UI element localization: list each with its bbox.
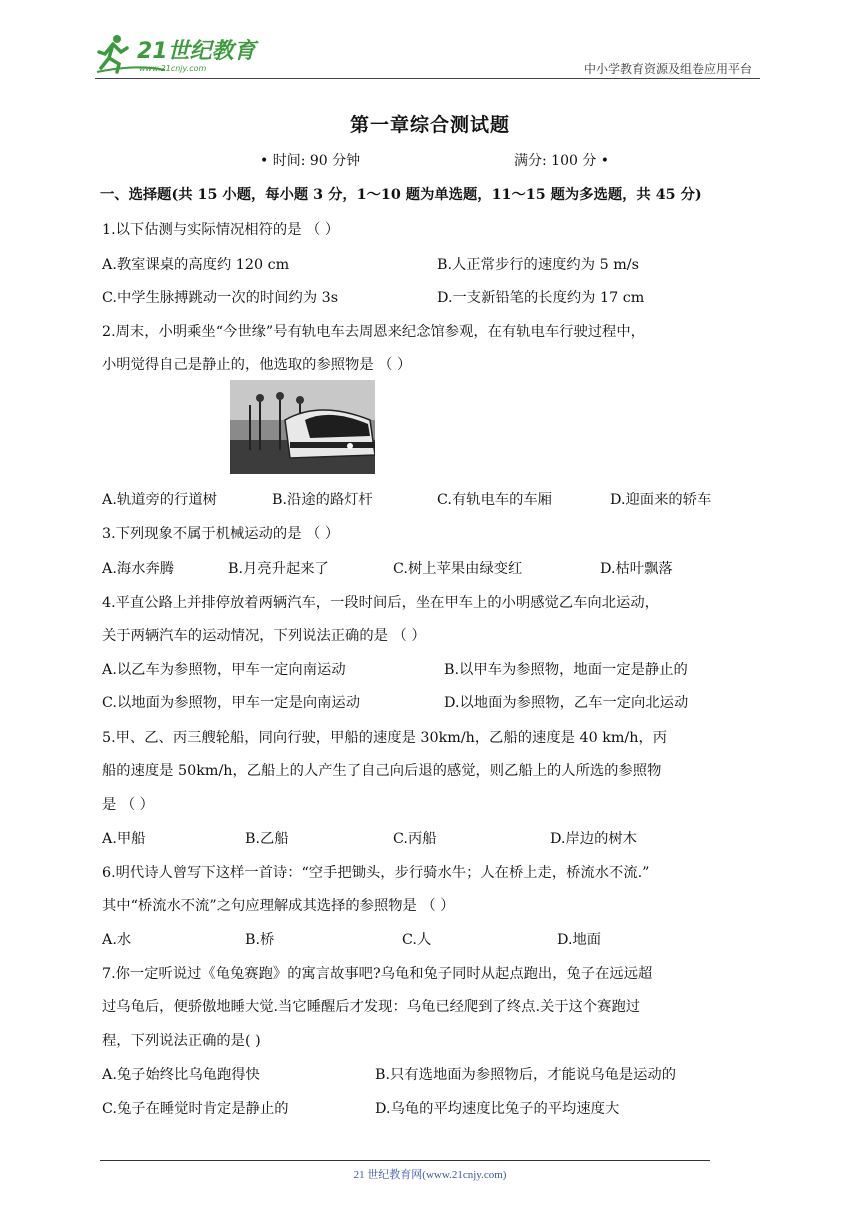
footer-divider bbox=[100, 1160, 710, 1161]
question-5-line-1: 5.甲、乙、丙三艘轮船，同向行驶，甲船的速度是 30km/h，乙船的速度是 40 km/h，丙 bbox=[102, 730, 668, 746]
q2-option-b: B.沿途的路灯杆 bbox=[272, 492, 373, 508]
page-header bbox=[95, 30, 760, 80]
q2-option-d: D.迎面来的轿车 bbox=[610, 492, 712, 508]
q7-option-c: C.兔子在睡觉时肯定是静止的 bbox=[102, 1101, 289, 1117]
question-7-line-2: 过乌龟后，便骄傲地睡大觉.当它睡醒后才发现：乌龟已经爬到了终点.关于这个赛跑过 bbox=[102, 999, 641, 1015]
tram-photo bbox=[230, 380, 375, 474]
q5-option-a: A.甲船 bbox=[102, 831, 146, 847]
question-7-line-3: 程，下列说法正确的是( ) bbox=[102, 1033, 261, 1049]
q5-option-b: B.乙船 bbox=[245, 831, 289, 847]
q4-option-b: B.以甲车为参照物，地面一定是静止的 bbox=[444, 662, 688, 678]
q6-option-b: B.桥 bbox=[245, 932, 275, 948]
q7-option-a: A.兔子始终比乌龟跑得快 bbox=[102, 1067, 260, 1083]
section-heading: 一、选择题(共 15 小题，每小题 3 分，1～10 题为单选题，11～15 题为多选题，共 45 分) bbox=[100, 187, 702, 203]
question-3: 3.下列现象不属于机械运动的是 （ ） bbox=[102, 526, 340, 542]
page-title: 第一章综合测试题 bbox=[349, 114, 510, 136]
exam-score: 满分: 100 分 • bbox=[514, 153, 610, 169]
q1-option-c: C.中学生脉搏跳动一次的时间约为 3s bbox=[102, 290, 339, 306]
q1-option-b: B.人正常步行的速度约为 5 m/s bbox=[437, 257, 639, 273]
q3-option-d: D.枯叶飘落 bbox=[600, 561, 673, 577]
logo-text: 21世纪教育 bbox=[137, 39, 256, 64]
q6-option-c: C.人 bbox=[402, 932, 432, 948]
question-6-line-1: 6.明代诗人曾写下这样一首诗：“空手把锄头，步行骑水牛；人在桥上走，桥流水不流.” bbox=[102, 865, 650, 881]
header-divider bbox=[95, 78, 760, 79]
question-6-line-2: 其中“桥流水不流”之句应理解成其选择的参照物是 （ ） bbox=[102, 898, 455, 914]
q2-option-a: A.轨道旁的行道树 bbox=[102, 492, 217, 508]
logo-21cnjy bbox=[95, 32, 265, 76]
tram-image-icon bbox=[230, 380, 375, 474]
question-4-line-2: 关于两辆汽车的运动情况，下列说法正确的是 （ ） bbox=[102, 628, 426, 644]
q6-option-a: A.水 bbox=[102, 932, 132, 948]
q4-option-c: C.以地面为参照物，甲车一定是向南运动 bbox=[102, 695, 361, 711]
question-5-line-2: 船的速度是 50km/h，乙船上的人产生了自己向后退的感觉，则乙船上的人所选的参照物 bbox=[102, 763, 662, 779]
q5-option-d: D.岸边的树木 bbox=[550, 831, 637, 847]
question-7-line-1: 7.你一定听说过《龟兔赛跑》的寓言故事吧?乌龟和兔子同时从起点跑出，兔子在远远超 bbox=[102, 966, 653, 982]
q6-option-d: D.地面 bbox=[557, 932, 602, 948]
question-4-line-1: 4.平直公路上并排停放着两辆汽车，一段时间后，坐在甲车上的小明感觉乙车向北运动， bbox=[102, 595, 659, 611]
q3-option-a: A.海水奔腾 bbox=[102, 561, 175, 577]
q7-option-b: B.只有选地面为参照物后，才能说乌龟是运动的 bbox=[375, 1067, 676, 1083]
q4-option-d: D.以地面为参照物，乙车一定向北运动 bbox=[444, 695, 689, 711]
question-2-line-2: 小明觉得自己是静止的，他选取的参照物是 （ ） bbox=[102, 357, 412, 373]
q1-option-a: A.教室课桌的高度约 120 cm bbox=[102, 257, 290, 273]
q3-option-b: B.月亮升起来了 bbox=[228, 561, 329, 577]
q5-option-c: C.丙船 bbox=[393, 831, 437, 847]
platform-name: 中小学教育资源及组卷应用平台 bbox=[583, 62, 752, 76]
q7-option-d: D.乌龟的平均速度比兔子的平均速度大 bbox=[375, 1101, 620, 1117]
q3-option-c: C.树上苹果由绿变红 bbox=[393, 561, 523, 577]
question-2-line-1: 2.周末，小明乘坐“今世缘”号有轨电车去周恩来纪念馆参观，在有轨电车行驶过程中， bbox=[102, 324, 645, 340]
logo-url-text: www.21cnjy.com bbox=[139, 64, 207, 73]
footer-text[interactable]: 21 世纪教育网(www.21cnjy.com) bbox=[353, 1169, 507, 1181]
question-1: 1.以下估测与实际情况相符的是 （ ） bbox=[102, 222, 340, 238]
q2-option-c: C.有轨电车的车厢 bbox=[437, 492, 553, 508]
question-5-line-3: 是 （ ） bbox=[102, 797, 154, 813]
q4-option-a: A.以乙车为参照物，甲车一定向南运动 bbox=[102, 662, 346, 678]
q1-option-d: D.一支新铅笔的长度约为 17 cm bbox=[437, 290, 645, 306]
exam-time: • 时间: 90 分钟 bbox=[260, 153, 361, 169]
